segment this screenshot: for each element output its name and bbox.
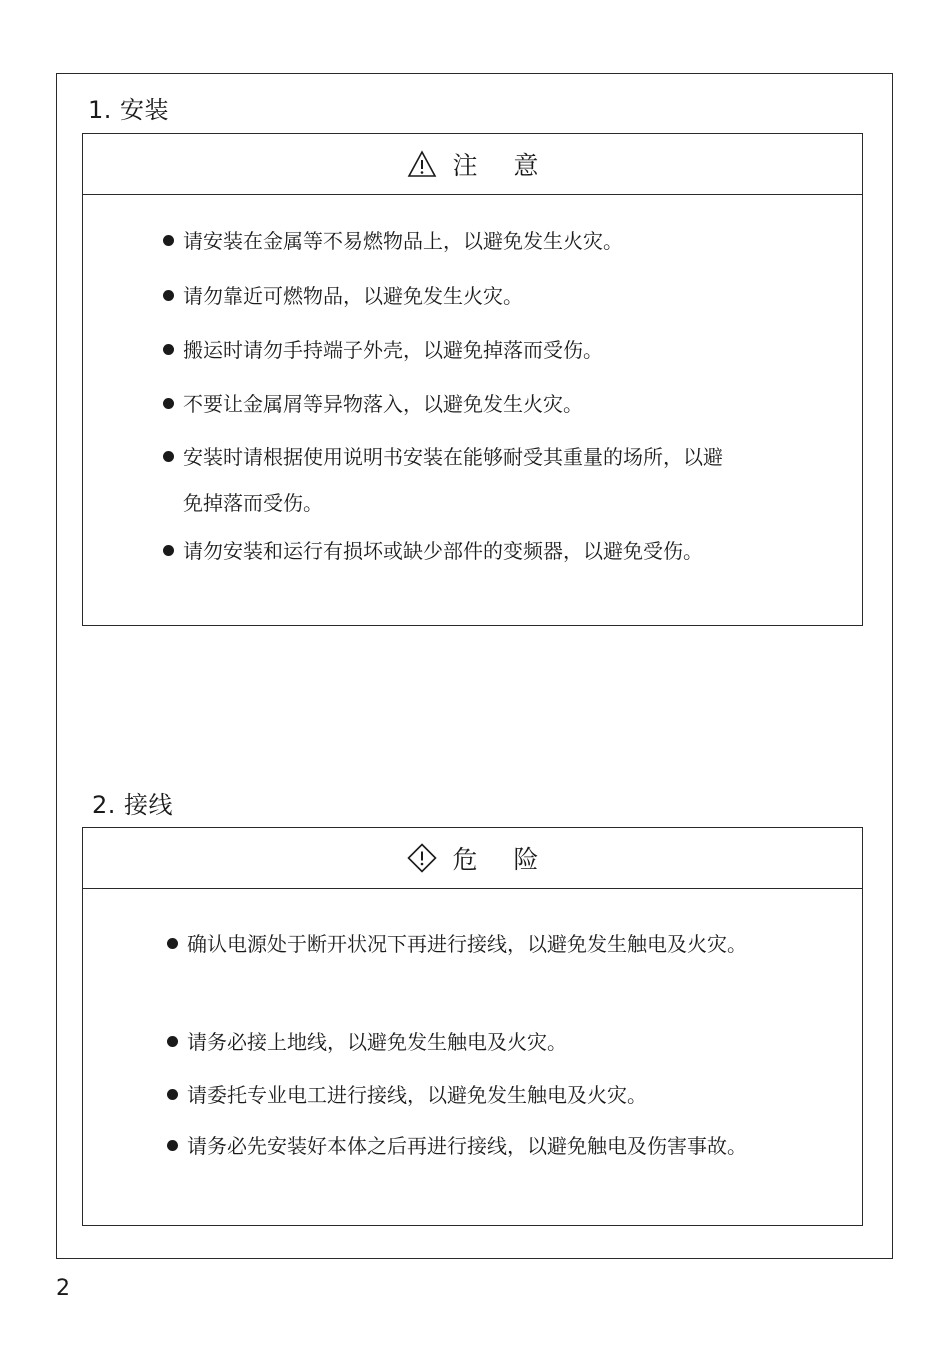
bullet-icon	[167, 1089, 178, 1100]
list-item: 搬运时请勿手持端子外壳，以避免掉落而受伤。	[163, 327, 603, 373]
list-item: 安装时请根据使用说明书安装在能够耐受其重量的场所，以避免掉落而受伤。	[163, 434, 723, 526]
list-item: 请勿靠近可燃物品，以避免发生火灾。	[163, 273, 523, 319]
bullet-icon	[163, 344, 174, 355]
list-item: 请务必接上地线，以避免发生触电及火灾。	[167, 1019, 567, 1065]
caution-label: 注 意	[452, 151, 553, 180]
section-title-install: 1. 安装	[88, 96, 170, 124]
danger-label: 危 险	[452, 845, 553, 874]
section-title-wiring: 2. 接线	[92, 791, 174, 819]
bullet-icon	[163, 545, 174, 556]
list-item: 请勿安装和运行有损坏或缺少部件的变频器，以避免受伤。	[163, 528, 723, 574]
bullet-icon	[163, 451, 174, 462]
danger-header	[83, 828, 862, 889]
warning-triangle-icon	[407, 149, 437, 179]
list-item: 请务必先安装好本体之后再进行接线，以避免触电及伤害事故。	[167, 1123, 807, 1169]
bullet-icon	[167, 938, 178, 949]
list-item: 请委托专业电工进行接线，以避免发生触电及火灾。	[167, 1072, 647, 1118]
bullet-icon	[163, 398, 174, 409]
list-item: 确认电源处于断开状况下再进行接线，以避免发生触电及火灾。	[167, 921, 807, 967]
list-item: 不要让金属屑等异物落入，以避免发生火灾。	[163, 381, 583, 427]
bullet-icon	[167, 1140, 178, 1151]
danger-diamond-icon	[407, 843, 437, 873]
bullet-icon	[163, 290, 174, 301]
page-number: 2	[56, 1276, 70, 1301]
bullet-icon	[167, 1036, 178, 1047]
caution-header	[83, 134, 862, 195]
bullet-icon	[163, 235, 174, 246]
list-item: 请安装在金属等不易燃物品上，以避免发生火灾。	[163, 218, 623, 264]
